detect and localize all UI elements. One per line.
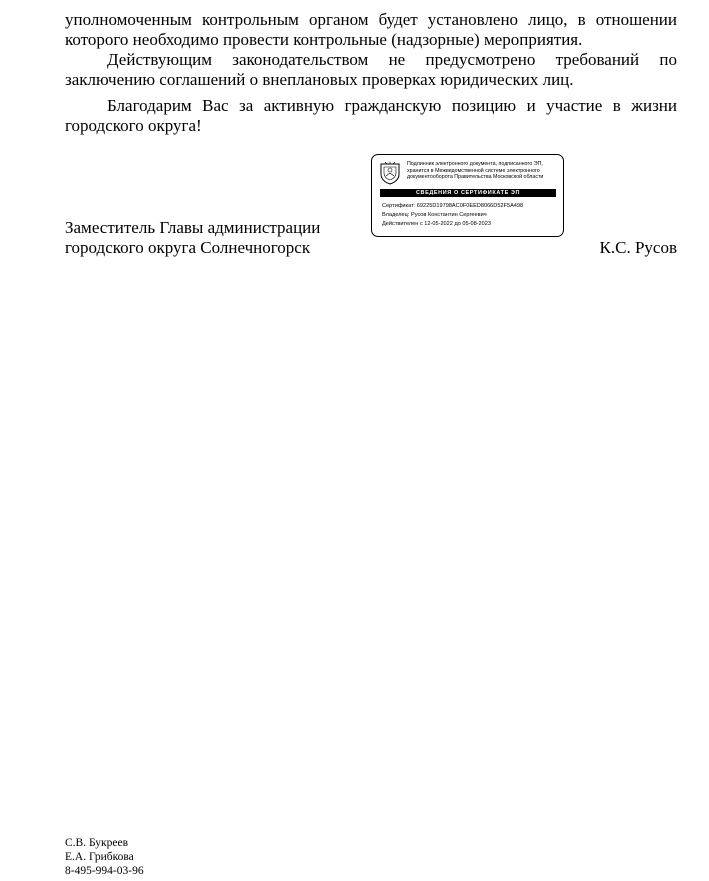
signatory-name: К.С. Русов	[599, 238, 677, 257]
stamp-details	[382, 202, 523, 229]
stamp-owner: Владелец: Русов Константин Сергеевич	[382, 212, 487, 218]
electronic-signature-stamp	[371, 154, 564, 237]
stamp-title-bar: СВЕДЕНИЯ О СЕРТИФИКАТЕ ЭП	[380, 189, 556, 197]
paragraph-line: Действующим законодательством не предусмотрено требований по	[107, 50, 677, 69]
executor-phone: 8-495-994-03-96	[65, 865, 144, 877]
paragraph-controlled-person	[65, 10, 677, 50]
paragraph-line: уполномоченным контрольным органом будет установлено лицо, в отношении	[65, 10, 677, 29]
stamp-header-line: документооборота Правительства Московской области	[407, 174, 544, 180]
executor-name: Е.А. Грибкова	[65, 851, 134, 863]
moscow-region-emblem-icon	[379, 161, 401, 185]
signatory-position	[65, 218, 320, 258]
stamp-validity: Действителен с 12-05-2022 до 05-08-2023	[382, 221, 491, 227]
stamp-header-line: хранится в Межведомственной системе электронного	[407, 167, 540, 174]
position-line: Заместитель Главы администрации	[65, 218, 321, 237]
executor-info	[65, 836, 144, 878]
executor-name: С.В. Букреев	[65, 837, 129, 849]
paragraph-line: заключению соглашений о внеплановых проверках юридических лиц.	[65, 70, 574, 89]
paragraph-legislation	[65, 50, 677, 90]
paragraph-thanks	[65, 96, 677, 136]
stamp-header-line: Подлинник электронного документа, подписанного ЭП,	[407, 161, 543, 167]
paragraph-line: городского округа!	[65, 116, 202, 135]
position-line: городского округа Солнечногорск	[65, 238, 311, 257]
stamp-header	[407, 161, 559, 181]
paragraph-line: Благодарим Вас за активную гражданскую позицию и участие в жизни	[107, 96, 677, 115]
stamp-certificate: Сертификат: 69225D19798AC0F0EED8066D52F5A498	[382, 203, 524, 209]
paragraph-line: которого необходимо провести контрольные (надзорные) мероприятия.	[65, 30, 583, 49]
